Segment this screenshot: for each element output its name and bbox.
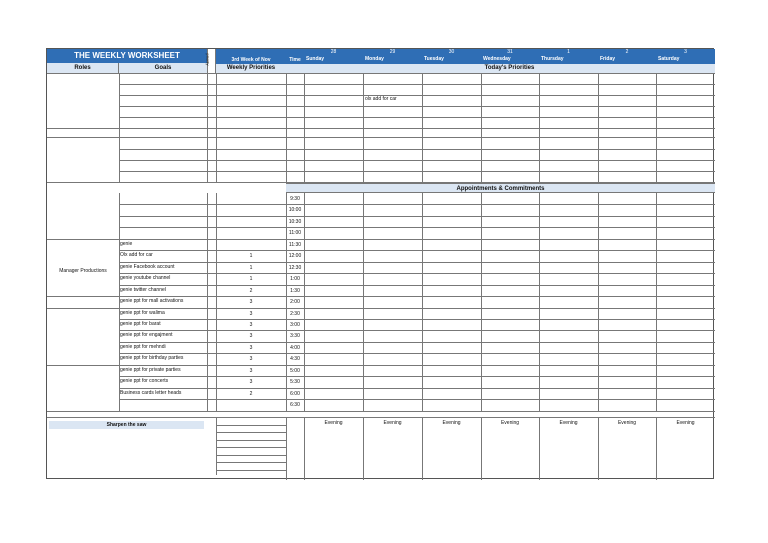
time-row-line — [286, 319, 715, 320]
lower-col-line — [286, 193, 287, 411]
time-header-blank — [286, 64, 304, 73]
time-row-line — [286, 204, 715, 205]
day-header-tuesday — [422, 49, 481, 64]
week-label-top — [216, 49, 286, 57]
goal-priority: 2 — [249, 390, 253, 397]
goal-item: genie ppt for mall activations — [120, 298, 184, 305]
time-slot-13: 4:00 — [290, 344, 300, 351]
time-header: Time — [286, 57, 304, 64]
appointments-header: Appointments & Commitments — [286, 183, 715, 193]
role-divider — [47, 239, 119, 240]
upper-row-line — [119, 117, 715, 118]
lower-col-line — [422, 193, 423, 411]
upper-row-line — [119, 149, 715, 150]
evening-col-line — [422, 417, 423, 480]
sharpen-row-line — [216, 455, 286, 456]
time-slot-17: 6:00 — [290, 390, 300, 397]
upper-row-line — [47, 128, 715, 129]
upper-col-line — [216, 73, 217, 183]
goal-row-line — [119, 239, 286, 240]
week-label: 3rd Week of Nov — [216, 57, 286, 64]
evening-col-line — [598, 417, 599, 480]
time-row-line — [286, 342, 715, 343]
goal-row-line — [119, 204, 286, 205]
role-divider — [47, 296, 119, 297]
role-divider — [47, 365, 119, 366]
day-name: Sunday — [306, 56, 325, 62]
lower-col-line — [304, 193, 305, 411]
sharpen-row-line — [216, 440, 286, 441]
weekly-priorities-header: Weekly Priorities — [216, 64, 286, 73]
time-slot-3: 11:00 — [288, 230, 302, 237]
day-header-monday — [363, 49, 422, 64]
time-row-line — [286, 399, 715, 400]
todays-priorities-header: Today's Priorities — [304, 64, 715, 73]
day-name: Friday — [600, 56, 616, 62]
day-name: Wednesday — [483, 56, 511, 62]
time-slot-6: 12:30 — [288, 264, 302, 271]
upper-col-line — [363, 73, 364, 183]
goal-row-line — [119, 388, 286, 389]
evening-col-line — [286, 417, 287, 480]
goal-row-line — [119, 365, 286, 366]
goal-priority: 3 — [249, 367, 253, 374]
sharpen-the-saw-header: Sharpen the saw — [49, 421, 204, 429]
evening-label-saturday: Evening — [676, 419, 695, 426]
upper-col-line — [598, 73, 599, 183]
time-slot-12: 3:30 — [290, 333, 300, 340]
lower-col-line — [539, 193, 540, 411]
goal-row-line — [119, 262, 286, 263]
goal-row-line — [119, 273, 286, 274]
time-header-top — [286, 49, 304, 57]
goal-row-line — [119, 216, 286, 217]
evening-col-line — [539, 417, 540, 480]
evening-top-line — [47, 417, 715, 418]
goal-item: genie ppt for private parties — [120, 366, 181, 373]
lower-col-line — [363, 193, 364, 411]
lower-col-line — [119, 193, 120, 411]
day-date: 2 — [625, 49, 629, 55]
day-header-wednesday — [481, 49, 539, 64]
upper-col-line — [304, 73, 305, 183]
weekly-worksheet — [46, 48, 714, 479]
time-slot-11: 3:00 — [290, 321, 300, 328]
day-date: 28 — [330, 49, 337, 55]
goal-item: genie ppt for walima — [120, 309, 165, 316]
goal-priority: 3 — [249, 333, 253, 340]
upper-col-line — [539, 73, 540, 183]
time-row-line — [286, 262, 715, 263]
upper-col-line — [119, 73, 120, 183]
time-slot-14: 4:30 — [290, 356, 300, 363]
lower-col-line — [481, 193, 482, 411]
upper-row-line — [119, 106, 715, 107]
goal-item: genie — [120, 240, 133, 247]
time-slot-5: 12:00 — [288, 253, 302, 260]
day-header-sunday — [304, 49, 363, 64]
day-name: Monday — [365, 56, 384, 62]
lower-col-line — [216, 193, 217, 411]
day-header-thursday — [539, 49, 598, 64]
time-slot-2: 10:30 — [288, 218, 302, 225]
day-header-friday — [598, 49, 656, 64]
upper-row-line — [119, 95, 715, 96]
evening-col-line — [304, 417, 305, 480]
sharpen-row-line — [216, 425, 286, 426]
goal-row-line — [119, 250, 286, 251]
upper-row-line — [119, 84, 715, 85]
goal-item: genie Facebook account — [120, 263, 175, 270]
time-slot-10: 2:30 — [290, 310, 300, 317]
day-date: 3 — [684, 49, 687, 55]
time-row-line — [286, 365, 715, 366]
goal-row-line — [119, 342, 286, 343]
goal-priority: 2 — [249, 287, 253, 294]
time-slot-4: 11:30 — [288, 241, 302, 248]
sharpen-row-line — [216, 432, 286, 433]
time-row-line — [286, 296, 715, 297]
goal-item: genie ppt for barat — [120, 320, 161, 327]
goal-row-line — [119, 227, 286, 228]
goal-priority: 1 — [249, 276, 253, 283]
upper-col-line — [286, 73, 287, 183]
priority-header — [207, 49, 216, 73]
upper-row-line — [47, 137, 715, 138]
evening-label-sunday: Evening — [324, 419, 343, 426]
time-row-line — [286, 308, 715, 309]
lower-col-line — [656, 193, 657, 411]
upper-row-line — [119, 171, 715, 172]
time-slot-15: 5:00 — [290, 367, 300, 374]
upper-col-line — [207, 73, 208, 183]
day-name: Thursday — [541, 56, 564, 62]
goal-row-line — [119, 296, 286, 297]
upper-col-line — [481, 73, 482, 183]
goal-row-line — [119, 353, 286, 354]
goal-priority: 1 — [249, 264, 253, 271]
time-row-line — [286, 353, 715, 354]
goal-row-line — [119, 330, 286, 331]
sharpen-row-line — [216, 462, 286, 463]
upper-col-line — [656, 73, 657, 183]
goal-item: genie ppt for engajment — [120, 332, 173, 339]
time-row-line — [286, 273, 715, 274]
role-divider — [47, 308, 119, 309]
day-date: 1 — [567, 49, 570, 55]
role-manager-productions: Manager Productions — [59, 268, 107, 274]
goal-item: genie twitter channel — [120, 286, 166, 293]
evening-label-friday: Evening — [617, 419, 637, 426]
time-slot-8: 1:30 — [290, 287, 300, 294]
goal-row-line — [119, 319, 286, 320]
monday-priority-note: olx add for car — [365, 96, 397, 102]
time-row-line — [286, 227, 715, 228]
upper-row-line — [47, 182, 715, 183]
lower-col-line — [207, 193, 208, 411]
header-divider — [47, 73, 715, 74]
time-row-line — [286, 330, 715, 331]
goal-row-line — [119, 285, 286, 286]
goal-priority: 3 — [249, 344, 253, 351]
time-slot-9: 2:00 — [290, 299, 300, 306]
goal-priority: 3 — [249, 310, 253, 317]
day-name: Tuesday — [424, 56, 444, 62]
time-row-line — [286, 388, 715, 389]
evening-label-tuesday: Evening — [442, 419, 461, 426]
evening-label-monday: Evening — [383, 419, 402, 426]
time-row-line — [286, 376, 715, 377]
evening-label-thursday: Evening — [559, 419, 578, 426]
evening-col-line — [363, 417, 364, 480]
time-row-line — [286, 250, 715, 251]
goal-priority: 3 — [249, 299, 253, 306]
day-name: Saturday — [658, 56, 680, 62]
lower-col-line — [598, 193, 599, 411]
goal-priority: 3 — [249, 379, 253, 386]
goal-item: genie youtube channel — [120, 275, 171, 282]
priority-label: priority — [205, 53, 211, 66]
day-date: 31 — [507, 49, 513, 55]
sharpen-row-line — [216, 470, 286, 471]
evening-label-wednesday: Evening — [500, 419, 520, 426]
goal-priority: 3 — [249, 321, 253, 328]
goal-row-line — [119, 399, 286, 400]
upper-row-line — [119, 160, 715, 161]
evening-col-line — [656, 417, 657, 480]
time-slot-1: 10:00 — [288, 207, 302, 214]
goal-priority: 1 — [249, 253, 253, 260]
goal-item: genie ppt for mehndi — [120, 343, 166, 350]
time-slot-0: 9:30 — [290, 196, 300, 202]
goal-item: genie ppt for concerts — [120, 378, 169, 385]
time-row-line — [286, 285, 715, 286]
day-date: 30 — [448, 49, 455, 55]
time-row-line — [286, 239, 715, 240]
upper-col-line — [422, 73, 423, 183]
time-slot-18: 6:30 — [290, 402, 300, 409]
time-slot-16: 5:30 — [290, 379, 300, 386]
time-slot-7: 1:00 — [290, 276, 300, 283]
goal-row-line — [119, 308, 286, 309]
goals-header: Goals — [119, 63, 207, 73]
worksheet-title: THE WEEKLY WORKSHEET — [47, 49, 207, 63]
evening-col-line — [481, 417, 482, 480]
lower-end-line — [47, 411, 715, 412]
roles-header: Roles — [47, 63, 119, 73]
goal-priority: 3 — [249, 356, 253, 363]
goal-item: Business cards letter heads — [120, 389, 182, 396]
day-header-saturday — [656, 49, 715, 64]
goal-row-line — [119, 376, 286, 377]
goal-item: Olx add for car — [120, 252, 153, 259]
sharpen-row-line — [216, 447, 286, 448]
day-date: 29 — [389, 49, 396, 55]
time-row-line — [286, 216, 715, 217]
goal-item: genie ppt for birthday parties — [120, 355, 184, 362]
